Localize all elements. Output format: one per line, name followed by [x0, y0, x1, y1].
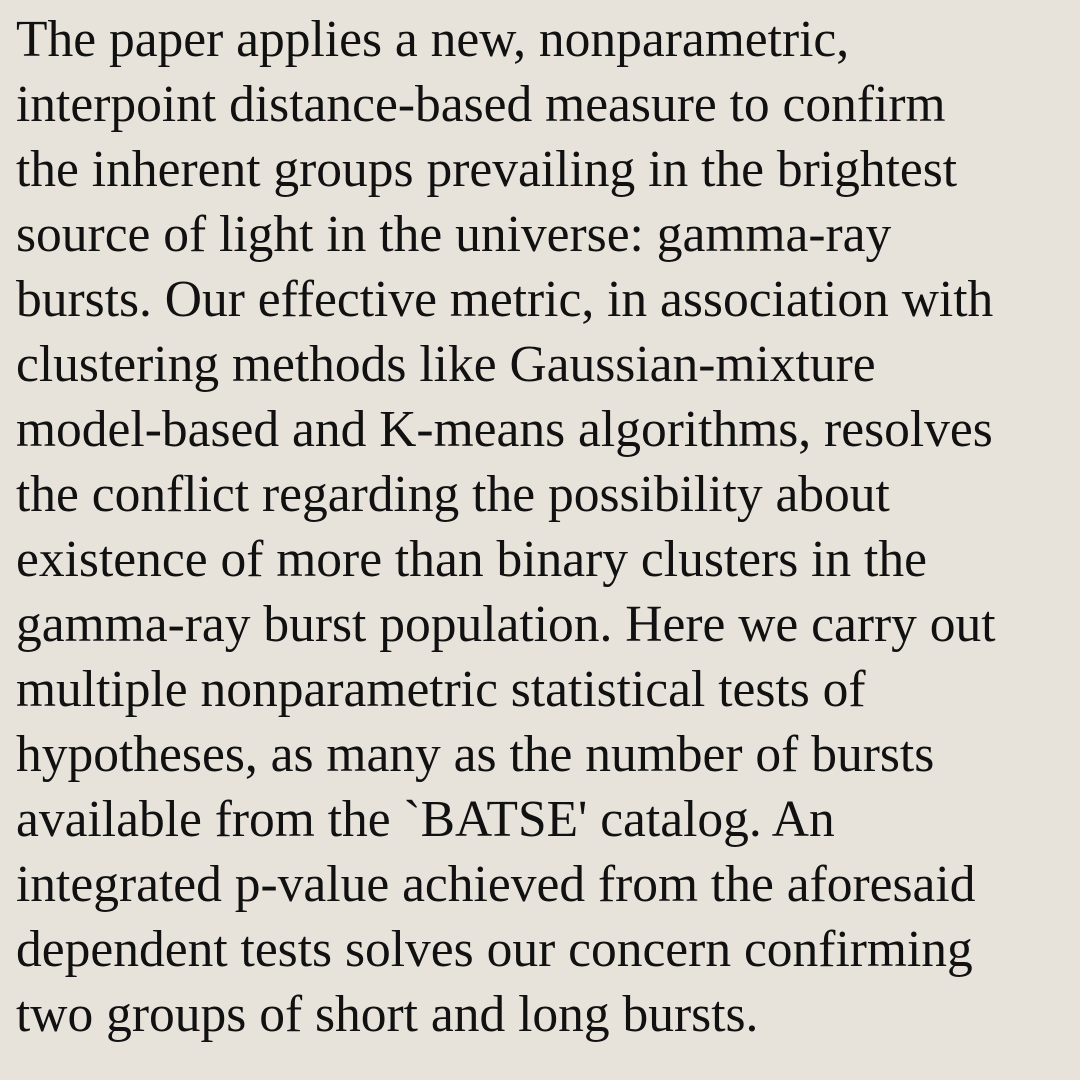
abstract-line-11: multiple nonparametric statistical tests of — [16, 661, 866, 718]
abstract-line-10: gamma-ray burst population. Here we carry out — [16, 596, 996, 653]
abstract-paragraph — [16, 7, 1080, 1047]
abstract-line-13: available from the `BATSE' catalog. An — [16, 791, 835, 848]
abstract-line-16: two groups of short and long bursts. — [16, 986, 759, 1043]
abstract-line-15: dependent tests solves our concern confirming — [16, 921, 973, 978]
abstract-line-5: bursts. Our effective metric, in association with — [16, 271, 994, 328]
abstract-line-9: existence of more than binary clusters in the — [16, 531, 927, 588]
abstract-line-2: interpoint distance-based measure to confirm — [16, 76, 946, 133]
abstract-line-14: integrated p-value achieved from the aforesaid — [16, 856, 976, 913]
abstract-line-3: the inherent groups prevailing in the brightest — [16, 141, 958, 198]
abstract-line-1: The paper applies a new, nonparametric, — [16, 11, 850, 68]
abstract-line-6: clustering methods like Gaussian-mixture — [16, 336, 876, 393]
abstract-line-4: source of light in the universe: gamma-ray — [16, 206, 892, 263]
abstract-line-7: model-based and K-means algorithms, resolves — [16, 401, 993, 458]
abstract-line-12: hypotheses, as many as the number of bursts — [16, 726, 935, 783]
abstract-line-8: the conflict regarding the possibility about — [16, 466, 890, 523]
